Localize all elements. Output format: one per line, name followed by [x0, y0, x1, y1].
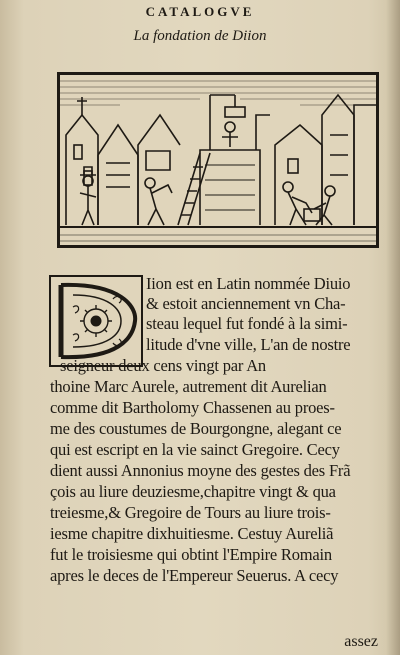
woodcut-scene [60, 75, 376, 245]
text-line-3: steau lequel fut fondé à la simi- [146, 314, 348, 333]
text-line-5: seigneur deux cens vingt par An [60, 356, 266, 375]
woodcut-illustration [57, 72, 379, 248]
running-head: CATALOGVE [145, 4, 255, 19]
text-line-2: & estoit anciennement vn Cha- [146, 294, 346, 313]
text-line-14: fut le troisiesme qui obtint l'Empire Romain [50, 545, 332, 564]
text-line-9: qui est escript en la vie sainct Gregoire. Cecy [50, 440, 340, 459]
text-line-15: apres le deces de l'Empereur Seuerus. A cecy [50, 566, 339, 585]
text-line-6: thoine Marc Aurele, autrement dit Aurelian [50, 377, 327, 396]
drop-cap-ornament [51, 277, 141, 365]
text-line-11: çois au liure deuziesme,chapitre vingt & qua [50, 482, 336, 501]
text-line-10: dient aussi Annonius moyne des gestes des Frã [50, 461, 351, 480]
decorated-initial-d [49, 275, 143, 367]
catchword: assez [344, 633, 378, 650]
text-line-12: treiesme,& Gregoire de Tours au liure trois- [50, 503, 331, 522]
text-line-8: me des coustumes de Bourgongne, alegant ce [50, 419, 342, 438]
text-line-13: iesme chapitre dixhuitiesme. Cestuy Aureliã [50, 524, 334, 543]
drop-cap-letter: D [51, 277, 52, 278]
chapter-title: La fondation de Diion [133, 28, 267, 44]
page-edge-shadow [386, 0, 400, 655]
text-line-1: Iion est en Latin nommée Diuio [146, 274, 351, 293]
text-line-7: comme dit Bartholomy Chassenen au proes- [50, 398, 335, 417]
text-line-4: litude d'vne ville, L'an de nostre [146, 335, 351, 354]
